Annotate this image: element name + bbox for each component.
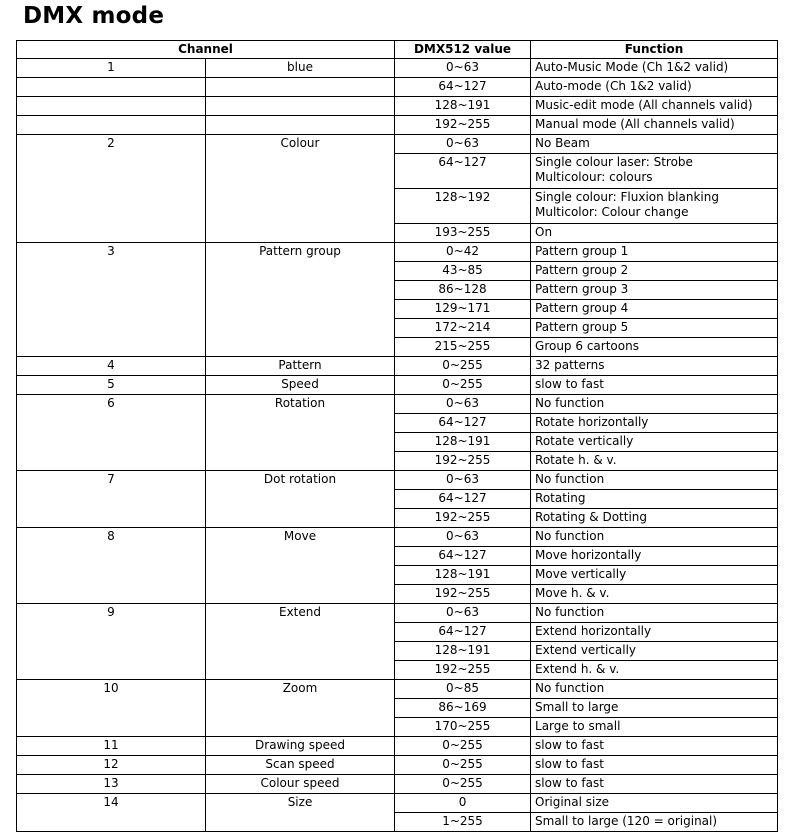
channel-name: Pattern bbox=[206, 357, 395, 376]
dmx-value: 0~255 bbox=[395, 756, 531, 775]
channel-number: 2 bbox=[17, 135, 206, 243]
dmx-table bbox=[16, 40, 778, 832]
function-text: Small to large bbox=[531, 699, 778, 718]
dmx-value: 64~127 bbox=[395, 78, 531, 97]
header-channel: Channel bbox=[17, 41, 395, 59]
channel-number: 4 bbox=[17, 357, 206, 376]
table-row bbox=[17, 604, 778, 623]
function-text: No function bbox=[531, 680, 778, 699]
function-text: Original size bbox=[531, 794, 778, 813]
table-row bbox=[17, 357, 778, 376]
dmx-value: 192~255 bbox=[395, 116, 531, 135]
dmx-value: 172~214 bbox=[395, 319, 531, 338]
dmx-value: 64~127 bbox=[395, 414, 531, 433]
dmx-value: 0~63 bbox=[395, 59, 531, 78]
dmx-value: 0~63 bbox=[395, 471, 531, 490]
table-row bbox=[17, 97, 778, 116]
function-text: slow to fast bbox=[531, 376, 778, 395]
function-text: slow to fast bbox=[531, 756, 778, 775]
channel-number: 7 bbox=[17, 471, 206, 528]
channel-number: 5 bbox=[17, 376, 206, 395]
channel-number: 13 bbox=[17, 775, 206, 794]
page-title: DMX mode bbox=[23, 3, 165, 29]
function-text: Single colour laser: Strobe Multicolour: colours bbox=[531, 154, 778, 189]
dmx-value: 43~85 bbox=[395, 262, 531, 281]
channel-number bbox=[17, 78, 206, 97]
channel-number: 11 bbox=[17, 737, 206, 756]
channel-name: Rotation bbox=[206, 395, 395, 471]
dmx-value: 86~128 bbox=[395, 281, 531, 300]
function-text: Move vertically bbox=[531, 566, 778, 585]
dmx-value: 128~192 bbox=[395, 189, 531, 224]
channel-number: 8 bbox=[17, 528, 206, 604]
table-row bbox=[17, 680, 778, 699]
table-row bbox=[17, 528, 778, 547]
header-row bbox=[17, 41, 778, 59]
dmx-value: 0~63 bbox=[395, 528, 531, 547]
function-text: Pattern group 5 bbox=[531, 319, 778, 338]
channel-number: 14 bbox=[17, 794, 206, 832]
function-text: slow to fast bbox=[531, 775, 778, 794]
function-text: Pattern group 3 bbox=[531, 281, 778, 300]
channel-name: blue bbox=[206, 59, 395, 78]
function-text: Extend horizontally bbox=[531, 623, 778, 642]
table-row bbox=[17, 78, 778, 97]
table-row bbox=[17, 794, 778, 813]
function-text: Large to small bbox=[531, 718, 778, 737]
channel-number: 6 bbox=[17, 395, 206, 471]
function-text: Auto-Music Mode (Ch 1&2 valid) bbox=[531, 59, 778, 78]
function-text: No function bbox=[531, 471, 778, 490]
channel-name: Zoom bbox=[206, 680, 395, 737]
dmx-value: 192~255 bbox=[395, 509, 531, 528]
function-text: Music-edit mode (All channels valid) bbox=[531, 97, 778, 116]
table-row bbox=[17, 135, 778, 154]
dmx-value: 129~171 bbox=[395, 300, 531, 319]
dmx-value: 170~255 bbox=[395, 718, 531, 737]
function-text: Extend h. & v. bbox=[531, 661, 778, 680]
dmx-value: 128~191 bbox=[395, 566, 531, 585]
function-text: No function bbox=[531, 604, 778, 623]
function-text: Pattern group 2 bbox=[531, 262, 778, 281]
dmx-value: 0~85 bbox=[395, 680, 531, 699]
dmx-value: 0~255 bbox=[395, 775, 531, 794]
table-row bbox=[17, 59, 778, 78]
function-text: Pattern group 4 bbox=[531, 300, 778, 319]
function-text: Single colour: Fluxion blanking Multicolor: Colour change bbox=[531, 189, 778, 224]
channel-name: Dot rotation bbox=[206, 471, 395, 528]
channel-number: 9 bbox=[17, 604, 206, 680]
dmx-value: 64~127 bbox=[395, 547, 531, 566]
dmx-value: 64~127 bbox=[395, 490, 531, 509]
function-text: Rotate vertically bbox=[531, 433, 778, 452]
dmx-value: 86~169 bbox=[395, 699, 531, 718]
function-text: Extend vertically bbox=[531, 642, 778, 661]
dmx-value: 192~255 bbox=[395, 452, 531, 471]
channel-number: 1 bbox=[17, 59, 206, 78]
table-row bbox=[17, 243, 778, 262]
dmx-value: 0 bbox=[395, 794, 531, 813]
dmx-value: 192~255 bbox=[395, 661, 531, 680]
channel-number: 10 bbox=[17, 680, 206, 737]
function-text: Move h. & v. bbox=[531, 585, 778, 604]
dmx-value: 0~63 bbox=[395, 395, 531, 414]
table-row bbox=[17, 756, 778, 775]
function-text: Pattern group 1 bbox=[531, 243, 778, 262]
table-row bbox=[17, 395, 778, 414]
dmx-value: 0~255 bbox=[395, 357, 531, 376]
channel-name: Drawing speed bbox=[206, 737, 395, 756]
dmx-value: 1~255 bbox=[395, 813, 531, 832]
function-text: Rotate h. & v. bbox=[531, 452, 778, 471]
dmx-value: 128~191 bbox=[395, 97, 531, 116]
channel-number bbox=[17, 116, 206, 135]
channel-name: Colour bbox=[206, 135, 395, 243]
dmx-value: 64~127 bbox=[395, 623, 531, 642]
channel-name bbox=[206, 97, 395, 116]
function-text: Rotating & Dotting bbox=[531, 509, 778, 528]
table-row bbox=[17, 116, 778, 135]
table-row bbox=[17, 376, 778, 395]
function-text: Rotating bbox=[531, 490, 778, 509]
channel-name bbox=[206, 78, 395, 97]
function-text: slow to fast bbox=[531, 737, 778, 756]
channel-number bbox=[17, 97, 206, 116]
dmx-value: 0~63 bbox=[395, 135, 531, 154]
channel-number: 12 bbox=[17, 756, 206, 775]
dmx-value: 215~255 bbox=[395, 338, 531, 357]
function-text: No function bbox=[531, 528, 778, 547]
channel-name: Speed bbox=[206, 376, 395, 395]
dmx-value: 0~255 bbox=[395, 737, 531, 756]
table-row bbox=[17, 471, 778, 490]
dmx-value: 128~191 bbox=[395, 642, 531, 661]
function-text: Small to large (120 = original) bbox=[531, 813, 778, 832]
function-text: Auto-mode (Ch 1&2 valid) bbox=[531, 78, 778, 97]
function-text: On bbox=[531, 224, 778, 243]
dmx-value: 64~127 bbox=[395, 154, 531, 189]
dmx-value: 0~255 bbox=[395, 376, 531, 395]
table-row bbox=[17, 737, 778, 756]
dmx-value: 192~255 bbox=[395, 585, 531, 604]
channel-name: Move bbox=[206, 528, 395, 604]
header-function: Function bbox=[531, 41, 778, 59]
function-text: Move horizontally bbox=[531, 547, 778, 566]
function-text: Manual mode (All channels valid) bbox=[531, 116, 778, 135]
table-row bbox=[17, 775, 778, 794]
channel-number: 3 bbox=[17, 243, 206, 357]
channel-name: Colour speed bbox=[206, 775, 395, 794]
channel-name bbox=[206, 116, 395, 135]
function-text: Rotate horizontally bbox=[531, 414, 778, 433]
header-dmx-value: DMX512 value bbox=[395, 41, 531, 59]
dmx-value: 193~255 bbox=[395, 224, 531, 243]
dmx-value: 128~191 bbox=[395, 433, 531, 452]
dmx-value: 0~63 bbox=[395, 604, 531, 623]
function-text: No Beam bbox=[531, 135, 778, 154]
function-text: No function bbox=[531, 395, 778, 414]
channel-name: Pattern group bbox=[206, 243, 395, 357]
channel-name: Extend bbox=[206, 604, 395, 680]
channel-name: Scan speed bbox=[206, 756, 395, 775]
channel-name: Size bbox=[206, 794, 395, 832]
function-text: Group 6 cartoons bbox=[531, 338, 778, 357]
dmx-value: 0~42 bbox=[395, 243, 531, 262]
function-text: 32 patterns bbox=[531, 357, 778, 376]
